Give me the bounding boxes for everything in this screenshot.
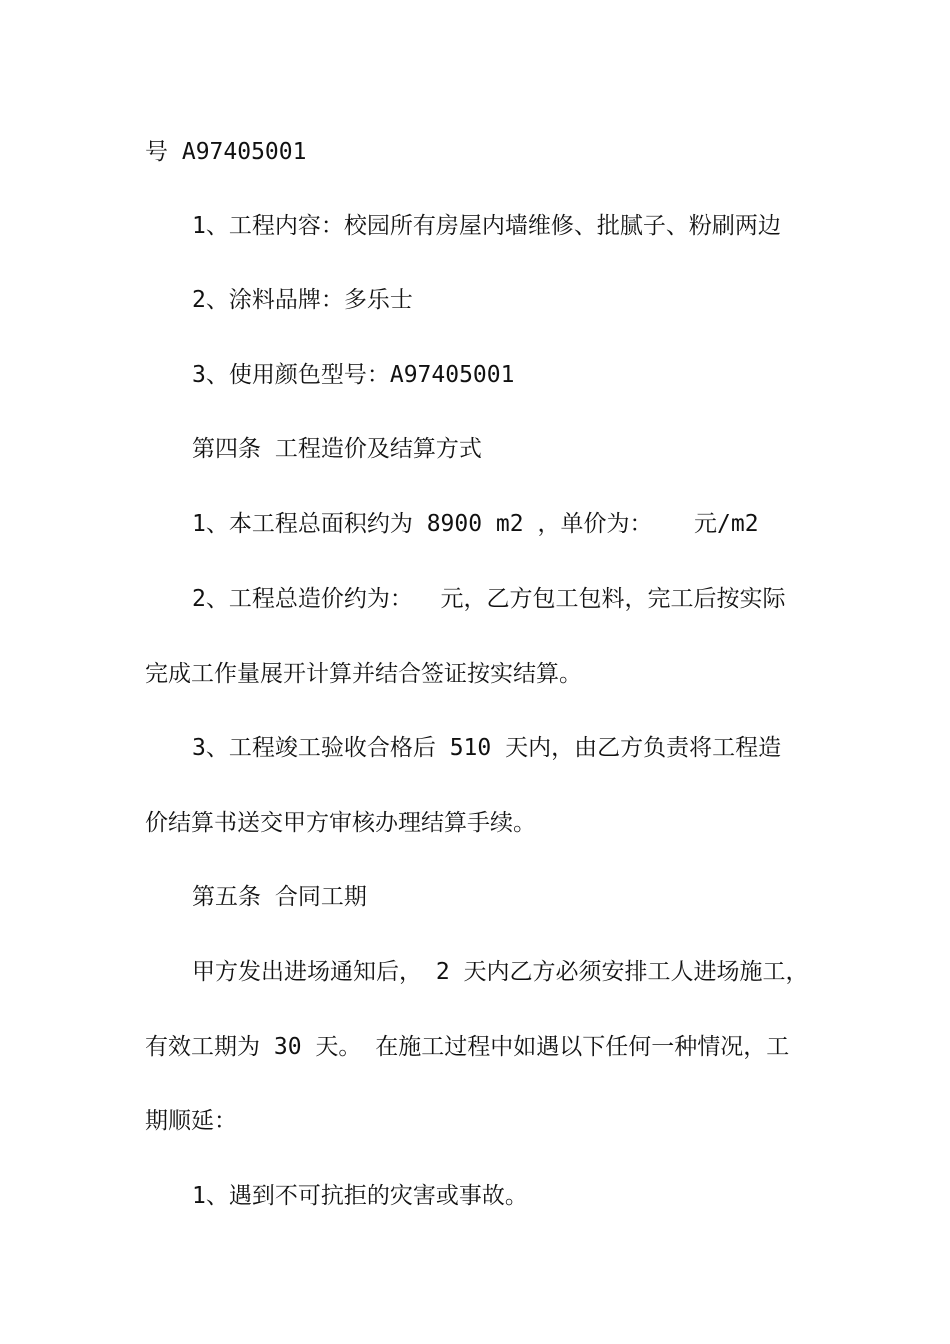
text-line: 号 A97405001 [145,139,307,165]
text-line: 有效工期为 30 天。 在施工过程中如遇以下任何一种情况，工 [145,1034,790,1060]
text-line: 1、遇到不可抗拒的灾害或事故。 [192,1183,528,1209]
text-line: 1、工程内容：校园所有房屋内墙维修、批腻子、粉刷两边 [192,213,781,239]
section-heading: 第四条 工程造价及结算方式 [192,436,482,462]
text-line: 3、工程竣工验收合格后 510 天内，由乙方负责将工程造 [192,735,782,761]
text-line: 2、工程总造价约为： 元，乙方包工包料，完工后按实际 [192,586,786,612]
text-line: 期顺延： [145,1108,237,1134]
text-line: 2、涂料品牌：多乐士 [192,287,413,313]
text-line: 1、本工程总面积约为 8900 m2 ，单价为： 元/m2 [192,511,759,537]
text-line: 完成工作量展开计算并结合签证按实结算。 [145,661,582,687]
text-line: 3、使用颜色型号：A97405001 [192,362,515,388]
text-line: 价结算书送交甲方审核办理结算手续。 [145,810,536,836]
section-heading: 第五条 合同工期 [192,884,367,910]
text-line: 甲方发出进场通知后， 2 天内乙方必须安排工人进场施工， [192,959,809,985]
